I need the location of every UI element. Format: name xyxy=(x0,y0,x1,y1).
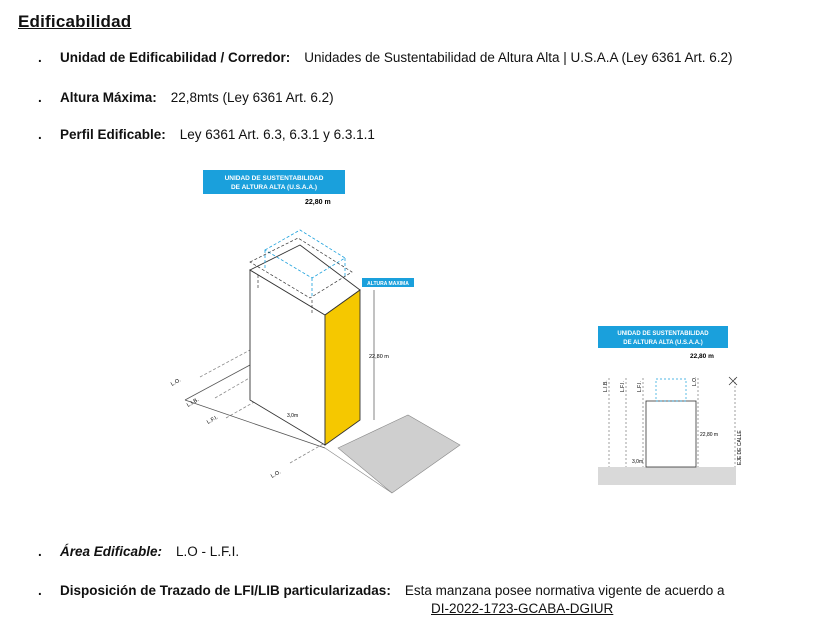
section-ground xyxy=(598,467,736,485)
item-label: Área Edificable: xyxy=(60,544,163,559)
sec-lfi-label: L.F.I. xyxy=(620,381,626,392)
sec-lo-label: L.O. xyxy=(692,376,698,386)
lo2-label: L.O. xyxy=(270,469,283,480)
section-tag-line2: DE ALTURA ALTA (U.S.A.A.) xyxy=(623,340,703,346)
axis-marker xyxy=(729,377,737,385)
height-dim: 22,80 m xyxy=(369,354,389,360)
item-value: 22,8mts (Ley 6361 Art. 6.2) xyxy=(170,90,334,105)
item-label: Disposición de Trazado de LFI/LIB particularizadas: xyxy=(60,583,391,598)
axonometric-diagram xyxy=(170,170,460,493)
item-value: Ley 6361 Art. 6.3, 6.3.1 y 6.3.1.1 xyxy=(179,127,375,142)
bullet: . xyxy=(38,127,42,142)
section-dim: 22,80 m xyxy=(700,432,719,438)
section-height-text: 22,80 m xyxy=(690,353,714,360)
height-text: 22,80 m xyxy=(305,199,331,206)
sidewalk xyxy=(338,415,460,493)
lib-label: L.I.B. xyxy=(186,397,201,409)
section-tag-line1: UNIDAD DE SUSTENTABILIDAD xyxy=(617,331,709,337)
sec-lib-label: L.I.B. xyxy=(603,380,609,392)
item-label: Perfil Edificable: xyxy=(60,127,166,142)
section-3m: 3,0m xyxy=(632,459,644,465)
dim-3m: 3,0m xyxy=(287,413,299,419)
altura-maxima-tag-text: ALTURA MAXIMA xyxy=(367,281,409,287)
item-value: Unidades de Sustentabilidad de Altura Alta | U.S.A.A (Ley 6361 Art. 6.2) xyxy=(304,50,733,65)
sec-lfi2-label: L.F.I. xyxy=(637,381,643,392)
item-value: L.O - L.F.I. xyxy=(176,544,240,559)
lfi-label: L.F.I. xyxy=(206,414,220,426)
item-value: Esta manzana posee normativa vigente de acuerdo a xyxy=(404,583,725,598)
facade-altura-maxima xyxy=(325,290,360,445)
bullet: . xyxy=(38,583,42,598)
section-diagram xyxy=(598,326,743,485)
eje-calle-label: EJE DE CALLE xyxy=(737,430,743,465)
bullet: . xyxy=(38,544,42,559)
section-building xyxy=(646,401,696,467)
normativa-link[interactable]: DI-2022-1723-GCABA-DGIUR xyxy=(431,601,614,616)
lo-label: L.O. xyxy=(170,377,183,388)
item-label: Altura Máxima: xyxy=(60,90,157,105)
section-title: Edificabilidad xyxy=(18,12,132,31)
item-label: Unidad de Edificabilidad / Corredor: xyxy=(60,50,291,65)
bullet: . xyxy=(38,90,42,105)
section-setback xyxy=(656,379,686,401)
bullet: . xyxy=(38,50,42,65)
usaa-tag-line1: UNIDAD DE SUSTENTABILIDAD xyxy=(224,175,324,182)
usaa-tag-line2: DE ALTURA ALTA (U.S.A.A.) xyxy=(230,184,318,191)
